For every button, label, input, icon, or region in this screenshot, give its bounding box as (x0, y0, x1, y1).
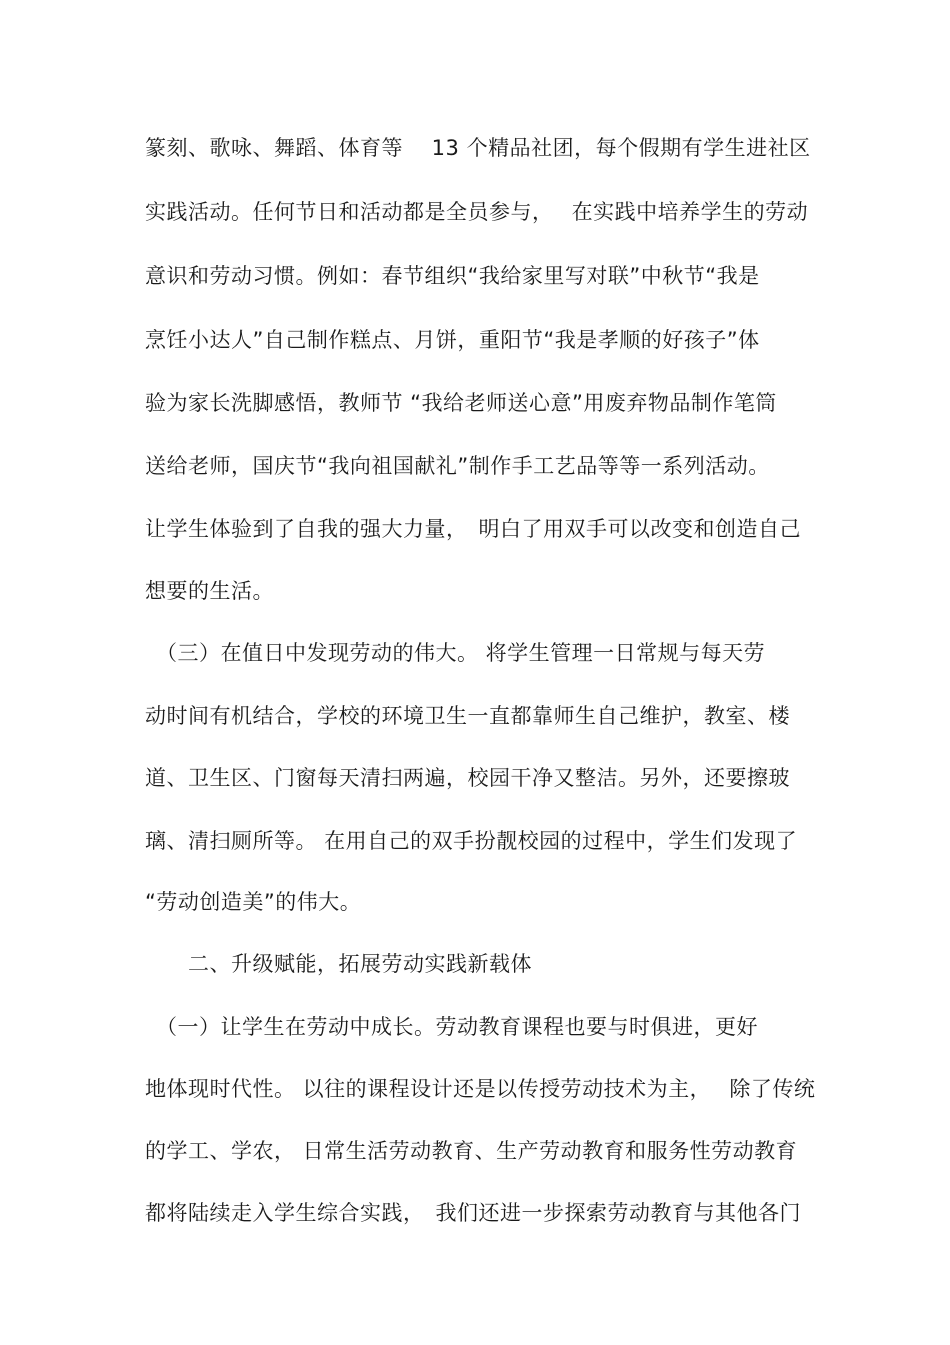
text-line: 意识和劳动习惯。例如：春节组织“我给家里写对联”中秋节“我是 (145, 264, 760, 288)
text-line: 璃、清扫厕所等。 在用自己的双手扮靓校园的过程中，学生们发现了 (145, 829, 798, 853)
section-heading: 二、升级赋能，拓展劳动实践新载体 (145, 952, 532, 976)
text-line: 篆刻、歌咏、舞蹈、体育等 13 个精品社团，每个假期有学生进社区 (145, 136, 811, 160)
text-line: 的学工、学农， 日常生活劳动教育、生产劳动教育和服务性劳动教育 (145, 1139, 798, 1163)
text-line: 道、卫生区、门窗每天清扫两遍，校园干净又整洁。另外，还要擦玻 (145, 766, 790, 790)
text-line: 想要的生活。 (145, 579, 274, 603)
text-line: 验为家长洗脚感悟，教师节 “我给老师送心意”用废弃物品制作笔筒 (145, 391, 777, 415)
text-line: 实践活动。任何节日和活动都是全员参与， 在实践中培养学生的劳动 (145, 200, 809, 224)
text-line: 烹饪小达人”自己制作糕点、月饼，重阳节“我是孝顺的好孩子”体 (145, 328, 760, 352)
text-line: 地体现时代性。 以往的课程设计还是以传授劳动技术为主， 除了传统 (145, 1077, 816, 1101)
text-line: （三）在值日中发现劳动的伟大。 将学生管理一日常规与每天劳 (145, 641, 766, 665)
text-line: 让学生体验到了自我的强大力量， 明白了用双手可以改变和创造自己 (145, 517, 801, 541)
text-line: 都将陆续走入学生综合实践， 我们还进一步探索劳动教育与其他各门 (145, 1201, 801, 1225)
text-line: 送给老师，国庆节“我向祖国献礼”制作手工艺品等等一系列活动。 (145, 454, 770, 478)
text-line: 动时间有机结合，学校的环境卫生一直都靠师生自己维护，教室、楼 (145, 704, 790, 728)
text-line: （一）让学生在劳动中成长。劳动教育课程也要与时俱进，更好 (145, 1015, 758, 1039)
text-line: “劳动创造美”的伟大。 (145, 890, 362, 914)
